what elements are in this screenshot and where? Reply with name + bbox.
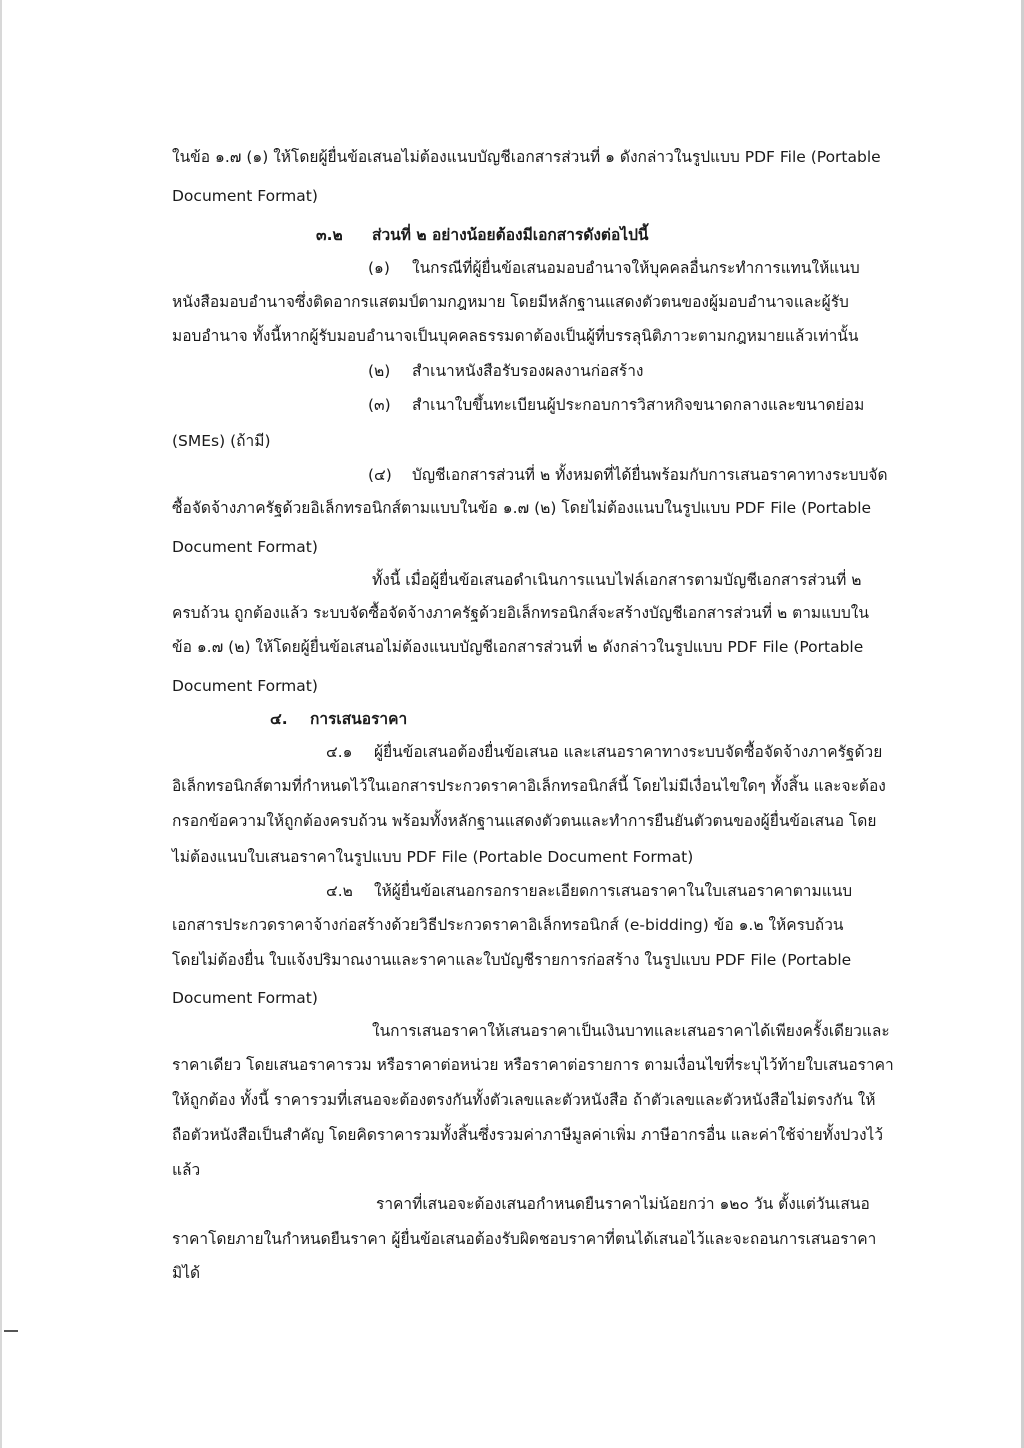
- text-line: หนังสือมอบอำนาจซึ่งติดอากรแสตมป์ตามกฎหมาย โดยมีหลักฐานแสดงตัวตนของผู้มอบอำนาจและผู้รับ: [172, 293, 849, 311]
- text-line: ไม่ต้องแนบใบเสนอราคาในรูปแบบ PDF File (Portable Document Format): [172, 848, 694, 866]
- text-line: ให้ถูกต้อง ทั้งนี้ ราคารวมที่เสนอจะต้องตรงกันทั้งตัวเลขและตัวหนังสือ ถ้าตัวเลขและตัวหนังสือไม่ตรงกัน ให้: [172, 1091, 876, 1109]
- scan-mark: [4, 1330, 18, 1332]
- text-line: เอกสารประกวดราคาจ้างก่อสร้างด้วยวิธีประกวดราคาอิเล็กทรอนิกส์ (e-bidding) ข้อ ๑.๒ ให้ครบถ้วน: [172, 916, 844, 934]
- text-line: ราคาโดยภายในกำหนดยืนราคา ผู้ยื่นข้อเสนอต้องรับผิดชอบราคาที่ตนได้เสนอไว้และจะถอนการเสนอราคา: [172, 1230, 877, 1248]
- item-number: ๔.๑: [326, 743, 353, 761]
- text-line: ครบถ้วน ถูกต้องแล้ว ระบบจัดซื้อจัดจ้างภาครัฐด้วยอิเล็กทรอนิกส์จะสร้างบัญชีเอกสารส่วนที่ ๒ ตามแบบใน: [172, 604, 869, 622]
- text-line: ในการเสนอราคาให้เสนอราคาเป็นเงินบาทและเสนอราคาได้เพียงครั้งเดียวและ: [372, 1022, 890, 1040]
- text-line: มิได้: [172, 1264, 201, 1282]
- text-line: บัญชีเอกสารส่วนที่ ๒ ทั้งหมดที่ได้ยื่นพร้อมกับการเสนอราคาทางระบบจัด: [412, 466, 888, 484]
- text-line: โดยไม่ต้องยื่น ใบแจ้งปริมาณงานและราคาและใบบัญชีรายการก่อสร้าง ในรูปแบบ PDF File (Portable: [172, 951, 852, 969]
- section-number: ๓.๒: [316, 226, 343, 244]
- text-line: ผู้ยื่นข้อเสนอต้องยื่นข้อเสนอ และเสนอราคาทางระบบจัดซื้อจัดจ้างภาครัฐด้วย: [374, 743, 883, 761]
- text-line: Document Format): [172, 187, 318, 205]
- text-line: Document Format): [172, 538, 318, 556]
- text-line: แล้ว: [172, 1161, 201, 1179]
- section-heading: ส่วนที่ ๒ อย่างน้อยต้องมีเอกสารดังต่อไปนี้: [372, 226, 649, 244]
- item-number: (๔): [368, 466, 392, 484]
- text-line: ให้ผู้ยื่นข้อเสนอกรอกรายละเอียดการเสนอราคาในใบเสนอราคาตามแนบ: [374, 882, 853, 900]
- item-number: ๔.๒: [326, 882, 353, 900]
- text-line: อิเล็กทรอนิกส์ตามที่กำหนดไว้ในเอกสารประกวดราคาอิเล็กทรอนิกส์นี้ โดยไม่มีเงื่อนไขใดๆ ทั้งสิ้น และจะต้อง: [172, 777, 886, 795]
- text-line: ในกรณีที่ผู้ยื่นข้อเสนอมอบอำนาจให้บุคคลอื่นกระทำการแทนให้แนบ: [412, 259, 860, 277]
- text-line: ราคาที่เสนอจะต้องเสนอกำหนดยืนราคาไม่น้อยกว่า ๑๒๐ วัน ตั้งแต่วันเสนอ: [376, 1195, 870, 1213]
- text-line: ถือตัวหนังสือเป็นสำคัญ โดยคิดราคารวมทั้งสิ้นซึ่งรวมค่าภาษีมูลค่าเพิ่ม ภาษีอากรอื่น และค่าใช้จ่ายทั้งปวงไว้: [172, 1126, 884, 1144]
- scan-edge-left: [0, 0, 2, 1448]
- item-number: (๒): [368, 362, 391, 380]
- item-number: (๑): [368, 259, 390, 277]
- text-line: ทั้งนี้ เมื่อผู้ยื่นข้อเสนอดำเนินการแนบไฟล์เอกสารตามบัญชีเอกสารส่วนที่ ๒: [372, 571, 862, 589]
- text-line: Document Format): [172, 989, 318, 1007]
- item-number: (๓): [368, 396, 391, 414]
- section-number: ๔.: [270, 710, 288, 728]
- text-line: (SMEs) (ถ้ามี): [172, 432, 271, 450]
- text-line: สำเนาใบขึ้นทะเบียนผู้ประกอบการวิสาหกิจขนาดกลางและขนาดย่อม: [412, 396, 865, 414]
- section-heading: การเสนอราคา: [310, 710, 408, 728]
- text-line: ซื้อจัดจ้างภาครัฐด้วยอิเล็กทรอนิกส์ตามแบบในข้อ ๑.๗ (๒) โดยไม่ต้องแนบในรูปแบบ PDF File (Portable: [172, 499, 872, 517]
- text-line: ในข้อ ๑.๗ (๑) ให้โดยผู้ยื่นข้อเสนอไม่ต้องแนบบัญชีเอกสารส่วนที่ ๑ ดังกล่าวในรูปแบบ PDF File (Portable: [172, 148, 881, 166]
- text-line: Document Format): [172, 677, 318, 695]
- text-line: ราคาเดียว โดยเสนอราคารวม หรือราคาต่อหน่วย หรือราคาต่อรายการ ตามเงื่อนไขที่ระบุไว้ท้ายใบเสนอราคา: [172, 1056, 894, 1074]
- text-line: ข้อ ๑.๗ (๒) ให้โดยผู้ยื่นข้อเสนอไม่ต้องแนบบัญชีเอกสารส่วนที่ ๒ ดังกล่าวในรูปแบบ PDF File (Portable: [172, 638, 864, 656]
- text-line: กรอกข้อความให้ถูกต้องครบถ้วน พร้อมทั้งหลักฐานแสดงตัวตนและทำการยืนยันตัวตนของผู้ยื่นข้อเสนอ โดย: [172, 812, 877, 830]
- text-line: สำเนาหนังสือรับรองผลงานก่อสร้าง: [412, 362, 644, 380]
- text-line: มอบอำนาจ ทั้งนี้หากผู้รับมอบอำนาจเป็นบุคคลธรรมดาต้องเป็นผู้ที่บรรลุนิติภาวะตามกฎหมายแล้วเท่านั้น: [172, 327, 859, 345]
